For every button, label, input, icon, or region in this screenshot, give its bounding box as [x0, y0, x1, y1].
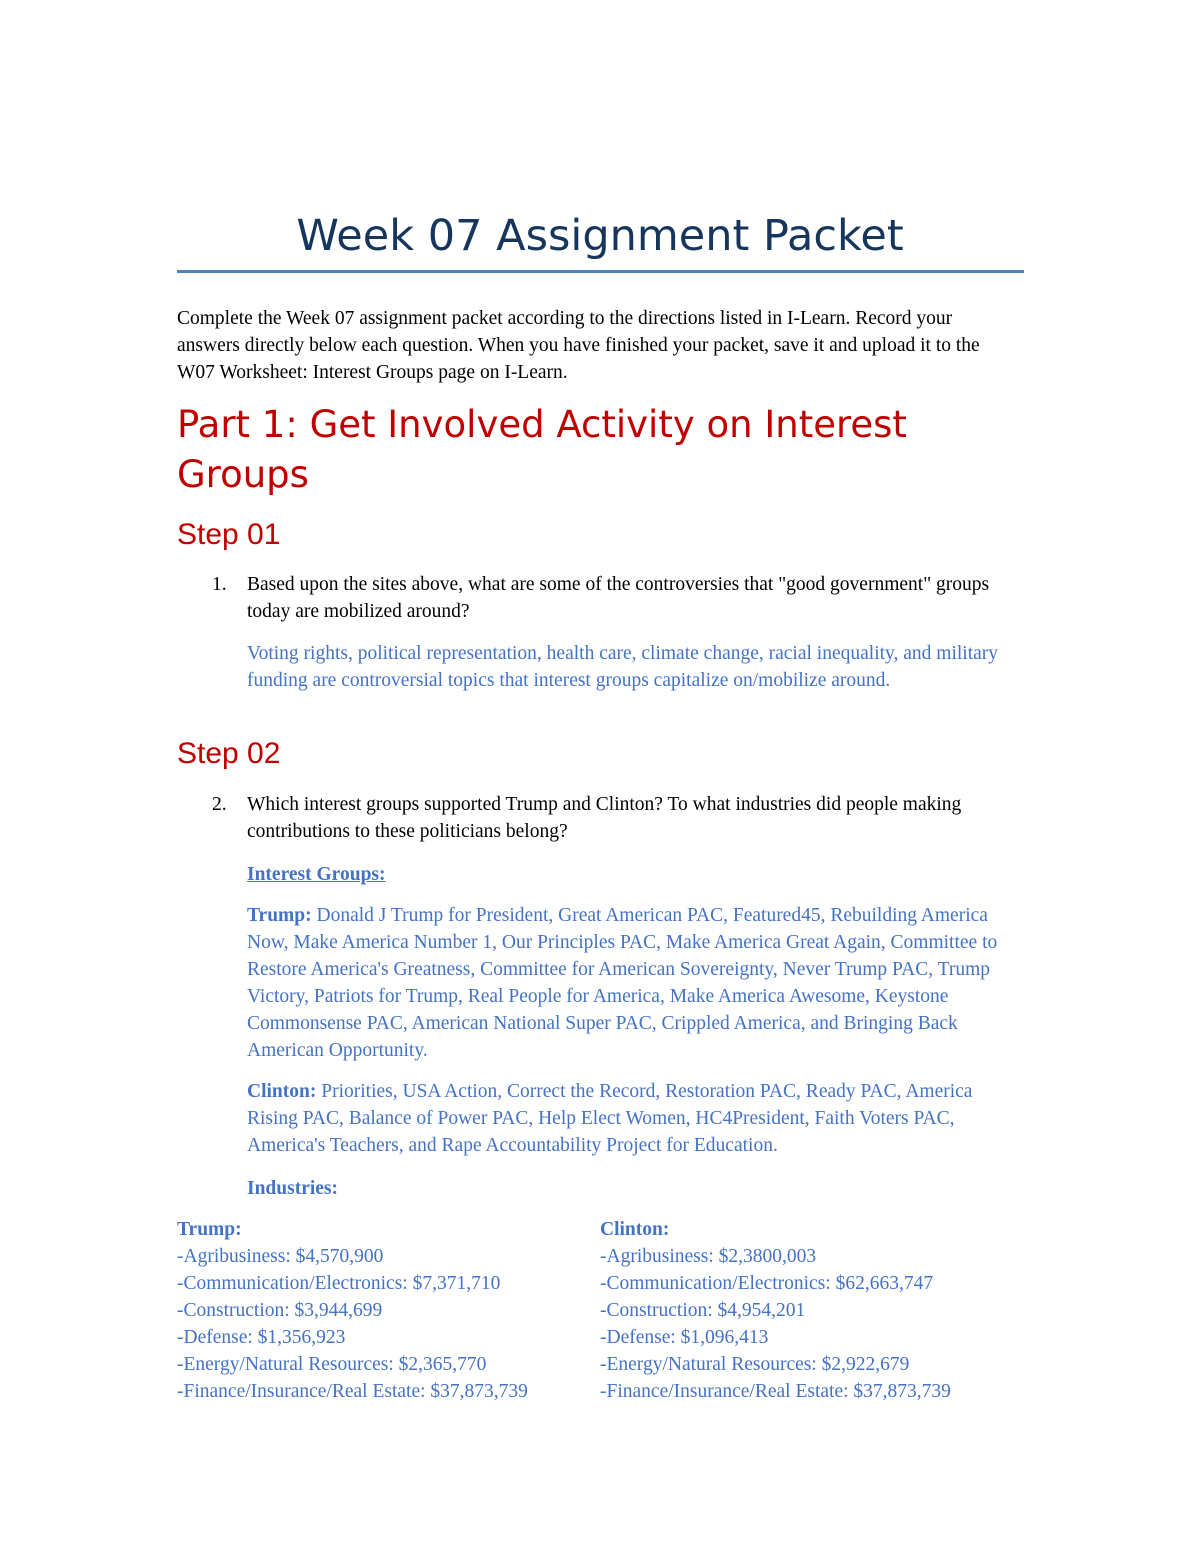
- step2-heading: Step 02: [177, 737, 281, 770]
- question-1-text: Based upon the sites above, what are some of the controversies that "good government" groups today are mobilized around?: [247, 574, 990, 622]
- clinton-industry-item: -Finance/Insurance/Real Estate: $37,873,739: [600, 1381, 951, 1402]
- trump-industries-header: Trump:: [177, 1219, 242, 1240]
- clinton-groups-paragraph: [247, 1078, 1017, 1159]
- clinton-industries-header: Clinton:: [600, 1219, 670, 1240]
- step1-heading: Step 01: [177, 518, 281, 551]
- document-title: Week 07 Assignment Packet: [296, 211, 904, 261]
- clinton-groups-text: Priorities, USA Action, Correct the Record, Restoration PAC, Ready PAC, America Rising PAC, Balance of Power PAC, Help Elect Women, HC4President, Faith Voters PAC, America's Teachers, and Rape Accountability Project for Education.: [247, 1081, 973, 1156]
- part1-heading: Part 1: Get Involved Activity on Interest Groups: [177, 403, 907, 496]
- trump-industry-item: -Defense: $1,356,923: [177, 1327, 346, 1348]
- question-1-number: 1.: [212, 574, 227, 595]
- trump-industry-item: -Energy/Natural Resources: $2,365,770: [177, 1354, 487, 1375]
- trump-industries-column: [177, 1216, 577, 1405]
- clinton-groups-label: Clinton:: [247, 1081, 317, 1102]
- industries-label: Industries:: [247, 1178, 339, 1199]
- clinton-industry-item: -Construction: $4,954,201: [600, 1300, 806, 1321]
- intro-paragraph: Complete the Week 07 assignment packet according to the directions listed in I-Learn. Record your answers directly below each question. When you have finished your packet, save it and upload it to the W07 Worksheet: Interest Groups page on I-Learn.: [177, 308, 980, 383]
- question-2-text: Which interest groups supported Trump and Clinton? To what industries did people making contributions to these politicians belong?: [247, 794, 962, 842]
- trump-industry-item: -Agribusiness: $4,570,900: [177, 1246, 384, 1267]
- trump-groups-label: Trump:: [247, 905, 312, 926]
- trump-groups-paragraph: [247, 902, 1017, 1064]
- interest-groups-label: Interest Groups:: [247, 864, 386, 885]
- answer-1: Voting rights, political representation, health care, climate change, racial inequality, and military funding are controversial topics that interest groups capitalize on/mobilize around.: [247, 643, 999, 691]
- trump-industry-item: -Communication/Electronics: $7,371,710: [177, 1273, 501, 1294]
- clinton-industries-column: [600, 1216, 1020, 1405]
- clinton-industry-item: -Defense: $1,096,413: [600, 1327, 769, 1348]
- trump-industry-item: -Construction: $3,944,699: [177, 1300, 383, 1321]
- trump-groups-text: Donald J Trump for President, Great American PAC, Featured45, Rebuilding America Now, Make America Number 1, Our Principles PAC, Make America Great Again, Committee to Restore America's Greatness, Committee for American Sovereignty, Never Trump PAC, Trump Victory, Patriots for Trump, Real People for America, Make America Awesome, Keystone Commonsense PAC, American National Super PAC, Crippled America, and Bringing Back American Opportunity.: [247, 905, 998, 1061]
- clinton-industry-item: -Energy/Natural Resources: $2,922,679: [600, 1354, 910, 1375]
- clinton-industry-item: -Agribusiness: $2,3800,003: [600, 1246, 817, 1267]
- question-2-number: 2.: [212, 794, 227, 815]
- clinton-industry-item: -Communication/Electronics: $62,663,747: [600, 1273, 934, 1294]
- title-underline: [177, 270, 1024, 273]
- trump-industry-item: -Finance/Insurance/Real Estate: $37,873,739: [177, 1381, 528, 1402]
